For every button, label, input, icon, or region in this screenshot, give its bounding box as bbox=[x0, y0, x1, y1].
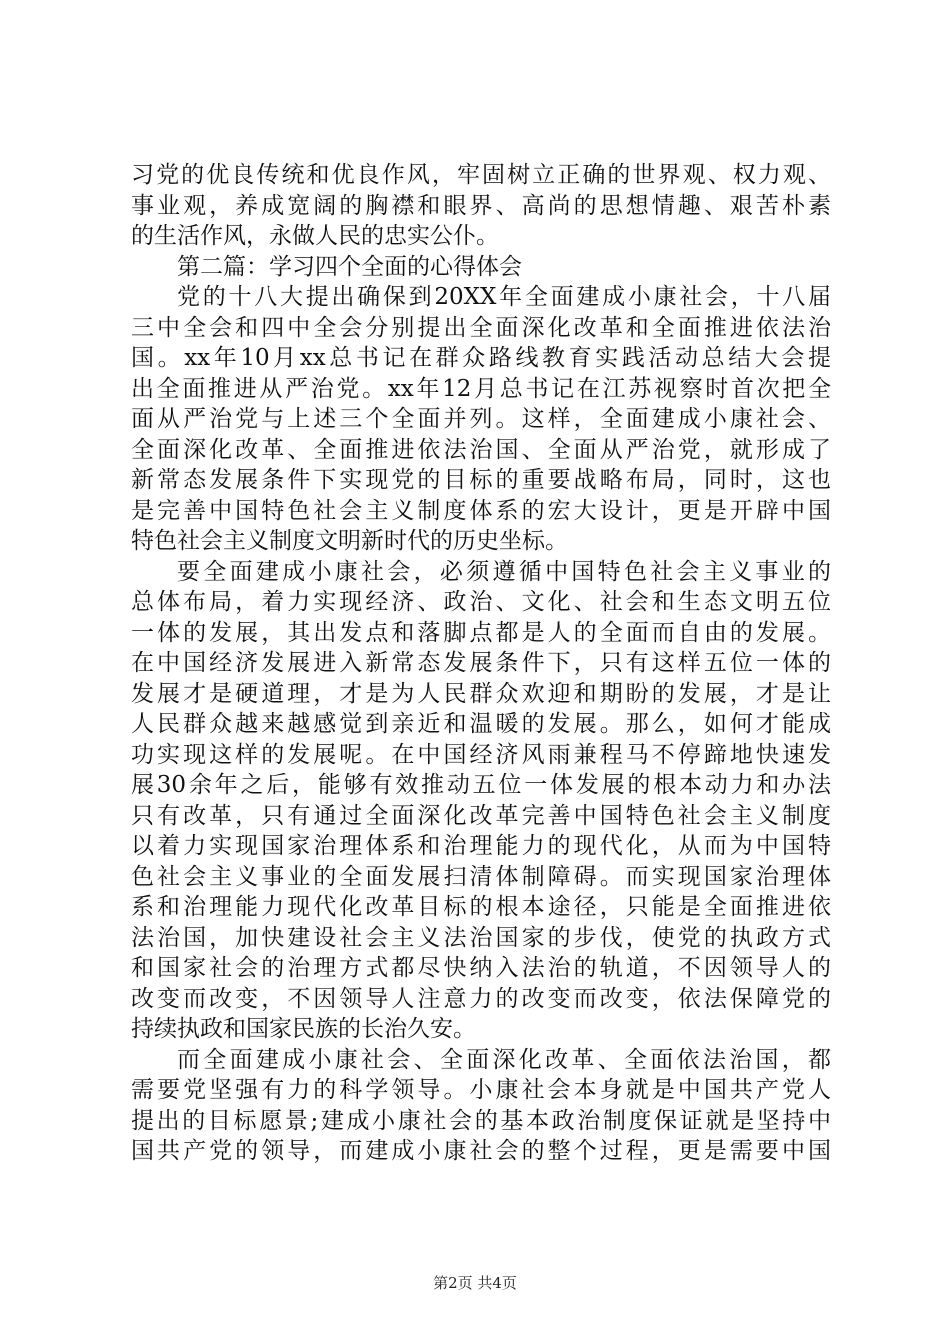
paragraph-line: 总体布局，着力实现经济、政治、文化、社会和生态文明五位 bbox=[131, 589, 831, 615]
paragraph-line: 提出的目标愿景;建成小康社会的基本政治制度保证就是坚持中 bbox=[131, 1107, 831, 1134]
paragraph-line: 国。xx年10月xx总书记在群众路线教育实践活动总结大会提 bbox=[131, 345, 831, 371]
paragraph-line: 人民群众越来越感觉到亲近和温暖的发展。那么，如何才能成 bbox=[131, 711, 831, 737]
paragraph-line: 需要党坚强有力的科学领导。小康社会本身就是中国共产党人 bbox=[131, 1077, 831, 1103]
paragraph-line: 展30余年之后，能够有效推动五位一体发展的根本动力和办法 bbox=[131, 772, 831, 798]
paragraph-line: 法治国，加快建设社会主义法治国家的步伐，使党的执政方式 bbox=[131, 924, 831, 951]
paragraph-line: 发展才是硬道理，才是为人民群众欢迎和期盼的发展，才是让 bbox=[131, 680, 831, 707]
paragraph-line: 国共产党的领导，而建成小康社会的整个过程，更是需要中国 bbox=[131, 1138, 831, 1164]
paragraph-line: 面从严治党与上述三个全面并列。这样，全面建成小康社会、 bbox=[131, 406, 831, 432]
paragraph-line: 功实现这样的发展呢。在中国经济风雨兼程马不停蹄地快速发 bbox=[131, 741, 831, 768]
paragraph-line: 一体的发展，其出发点和落脚点都是人的全面而自由的发展。 bbox=[131, 619, 831, 646]
paragraph-line: 系和治理能力现代化改革目标的根本途径，只能是全面推进依 bbox=[131, 894, 831, 920]
paragraph-line: 在中国经济发展进入新常态发展条件下，只有这样五位一体的 bbox=[131, 650, 831, 676]
paragraph-line: 习党的优良传统和优良作风，牢固树立正确的世界观、权力观、 bbox=[131, 162, 831, 188]
paragraph-line: 是完善中国特色社会主义制度体系的宏大设计，更是开辟中国 bbox=[131, 497, 831, 524]
page-footer: 第2页 共4页 bbox=[433, 1274, 517, 1292]
paragraph-line: 持续执政和国家民族的长治久安。 bbox=[131, 1016, 476, 1042]
paragraph-line: 而全面建成小康社会、全面深化改革、全面依法治国，都 bbox=[177, 1046, 831, 1073]
paragraph-line: 党的十八大提出确保到20XX年全面建成小康社会，十八届 bbox=[177, 284, 831, 310]
paragraph-line: 要全面建成小康社会，必须遵循中国特色社会主义事业的 bbox=[177, 558, 831, 585]
document-body bbox=[131, 160, 831, 1167]
paragraph-line: 三中全会和四中全会分别提出全面深化改革和全面推进依法治 bbox=[131, 314, 831, 341]
paragraph-line: 第二篇：学习四个全面的心得体会 bbox=[177, 253, 522, 280]
paragraph-line: 事业观，养成宽阔的胸襟和眼界、高尚的思想情趣、艰苦朴素 bbox=[131, 192, 831, 219]
paragraph-line: 色社会主义事业的全面发展扫清体制障碍。而实现国家治理体 bbox=[131, 863, 831, 890]
paragraph-line: 改变而改变，不因领导人注意力的改变而改变，依法保障党的 bbox=[131, 985, 831, 1012]
paragraph-line: 特色社会主义制度文明新时代的历史坐标。 bbox=[131, 528, 568, 554]
paragraph-line: 以着力实现国家治理体系和治理能力的现代化，从而为中国特 bbox=[131, 833, 831, 859]
paragraph-line: 的生活作风，永做人民的忠实公仆。 bbox=[131, 223, 499, 249]
paragraph-line: 新常态发展条件下实现党的目标的重要战略布局，同时，这也 bbox=[131, 467, 831, 493]
paragraph-line: 只有改革，只有通过全面深化改革完善中国特色社会主义制度 bbox=[131, 802, 831, 829]
paragraph-line: 出全面推进从严治党。xx年12月总书记在江苏视察时首次把全 bbox=[131, 375, 831, 402]
paragraph-line: 全面深化改革、全面推进依法治国、全面从严治党，就形成了 bbox=[131, 436, 831, 463]
paragraph-line: 和国家社会的治理方式都尽快纳入法治的轨道，不因领导人的 bbox=[131, 955, 831, 981]
